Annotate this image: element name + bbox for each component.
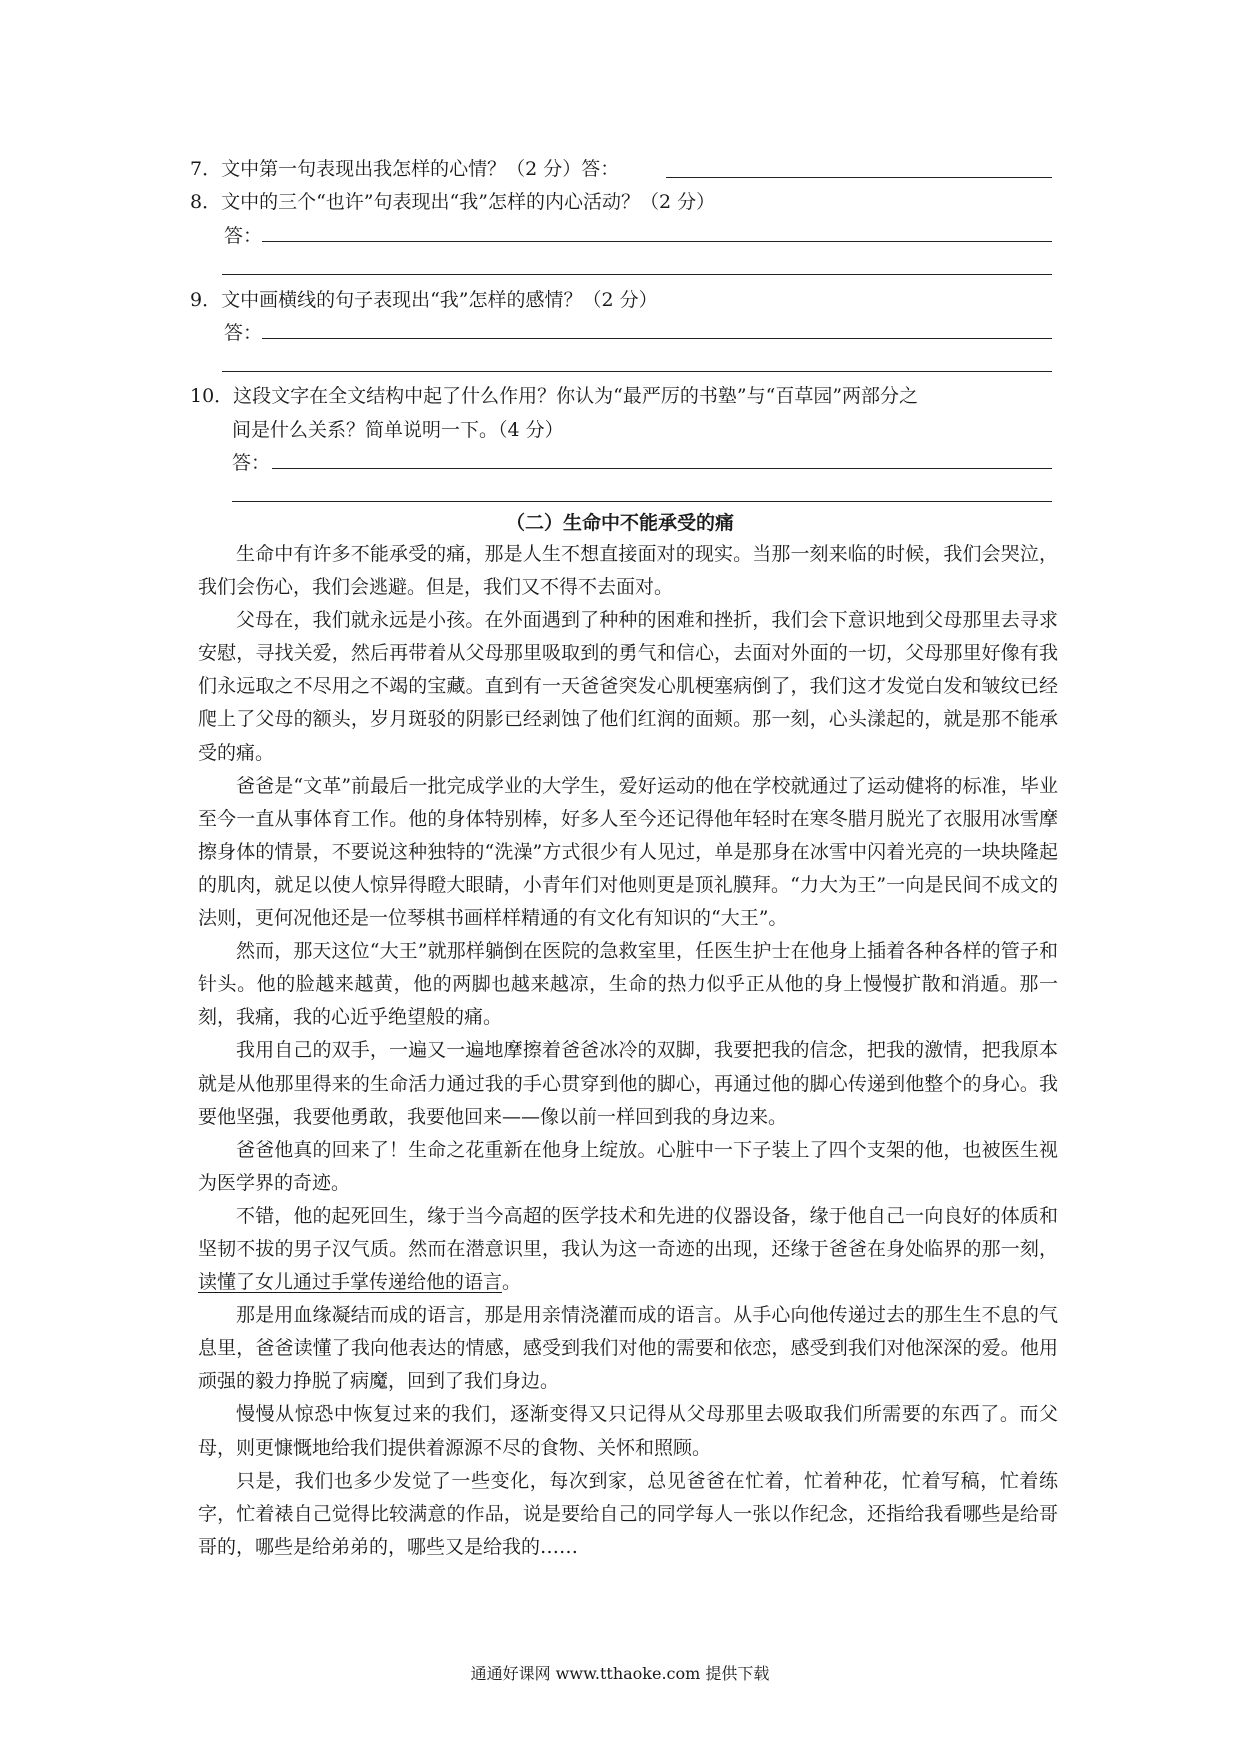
question-8: 8．文中的三个“也许”句表现出“我”怎样的内心活动？（2 分） (190, 191, 716, 213)
answer-label-q10: 答： (232, 452, 271, 474)
paragraph-8: 那是用血缘凝结而成的语言，那是用亲情浇灌而成的语言。从手心向他传递过去的那生生不息的气息里，爸爸读懂了我向他表达的情感，感受到我们对他的需要和依恋，感受到我们对他深深的爱。他用顽强的毅力挣脱了病魔，回到了我们身边。 (198, 1304, 1058, 1393)
answer-line-q9-1 (262, 338, 1052, 339)
answer-line-q8-2 (222, 274, 1052, 275)
answer-label-q8: 答： (224, 225, 263, 247)
question-7: 7．文中第一句表现出我怎样的心情？（2 分）答： (190, 158, 620, 180)
answer-label-q9: 答： (224, 322, 263, 344)
question-10-line-2: 间是什么关系？简单说明一下。（4 分） (232, 419, 564, 441)
answer-line-q8-1 (262, 241, 1052, 242)
footer-download-note: 通通好课网 www.tthaoke.com 提供下载 (470, 1664, 770, 1683)
paragraph-4: 然而，那天这位“大王”就那样躺倒在医院的急救室里，任医生护士在他身上插着各种各样的管子和针头。他的脸越来越黄，他的两脚也越来越凉，生命的热力似乎正从他的身上慢慢扩散和消遁。那一刻，我痛，我的心近乎绝望般的痛。 (198, 940, 1058, 1029)
question-10-line-1: 10．这段文字在全文结构中起了什么作用？你认为“最严厉的书塾”与“百草园”两部分之 (190, 385, 919, 407)
article-body (198, 538, 1058, 1564)
paragraph-6: 爸爸他真的回来了！生命之花重新在他身上绽放。心脏中一下子装上了四个支架的他，也被医生视为医学界的奇迹。 (198, 1138, 1058, 1194)
answer-line-q7 (666, 177, 1052, 178)
answer-line-q10-2 (232, 501, 1052, 502)
paragraph-9: 慢慢从惊恐中恢复过来的我们，逐渐变得又只记得从父母那里去吸取我们所需要的东西了。而父母，则更慷慨地给我们提供着源源不尽的食物、关怀和照顾。 (198, 1403, 1058, 1459)
article-title: （二）生命中不能承受的痛 (505, 512, 734, 534)
answer-line-q10-1 (272, 468, 1052, 469)
paragraph-7-text: 不错，他的起死回生，缘于当今高超的医学技术和先进的仪器设备，缘于他自己一向良好的体质和坚韧不拔的男子汉气质。然而在潜意识里，我认为这一奇迹的出现，还缘于爸爸在身处临界的那一刻， (198, 1204, 1058, 1260)
paragraph-7-end: 。 (502, 1271, 522, 1294)
underlined-sentence: 读懂了女儿通过手掌传递给他的语言 (198, 1271, 503, 1294)
paragraph-7 (198, 1200, 1058, 1299)
paragraph-10: 只是，我们也多少发觉了一些变化，每次到家，总见爸爸在忙着，忙着种花，忙着写稿，忙着练字，忙着裱自己觉得比较满意的作品，说是要给自己的同学每人一张以作纪念，还指给我看哪些是给哥哥的，哪些是给弟弟的，哪些又是给我的…… (198, 1469, 1058, 1558)
question-9: 9．文中画横线的句子表现出“我”怎样的感情？（2 分） (190, 289, 658, 311)
paragraph-3: 爸爸是“文革”前最后一批完成学业的大学生，爱好运动的他在学校就通过了运动健将的标准，毕业至今一直从事体育工作。他的身体特别棒，好多人至今还记得他年轻时在寒冬腊月脱光了衣服用冰雪摩擦身体的情景，不要说这种独特的“洗澡”方式很少有人见过，单是那身在冰雪中闪着光亮的一块块隆起的肌肉，就足以使人惊异得瞪大眼睛，小青年们对他则更是顶礼膜拜。“力大为王”一向是民间不成文的法则，更何况他还是一位琴棋书画样样精通的有文化有知识的“大王”。 (198, 774, 1058, 930)
paragraph-2: 父母在，我们就永远是小孩。在外面遇到了种种的困难和挫折，我们会下意识地到父母那里去寻求安慰，寻找关爱，然后再带着从父母那里吸取到的勇气和信心，去面对外面的一切，父母那里好像有我们永远取之不尽用之不竭的宝藏。直到有一天爸爸突发心肌梗塞病倒了，我们这才发觉白发和皱纹已经爬上了父母的额头，岁月斑驳的阴影已经剥蚀了他们红润的面颊。那一刻，心头漾起的，就是那不能承受的痛。 (198, 609, 1058, 764)
paragraph-5: 我用自己的双手，一遍又一遍地摩擦着爸爸冰冷的双脚，我要把我的信念，把我的激情，把我原本就是从他那里得来的生命活力通过我的手心贯穿到他的脚心，再通过他的脚心传递到他整个的身心。我要他坚强，我要他勇敢，我要他回来——像以前一样回到我的身边来。 (198, 1039, 1058, 1128)
paragraph-1: 生命中有许多不能承受的痛，那是人生不想直接面对的现实。当那一刻来临的时候，我们会哭泣，我们会伤心，我们会逃避。但是，我们又不得不去面对。 (198, 543, 1058, 599)
answer-line-q9-2 (222, 371, 1052, 372)
